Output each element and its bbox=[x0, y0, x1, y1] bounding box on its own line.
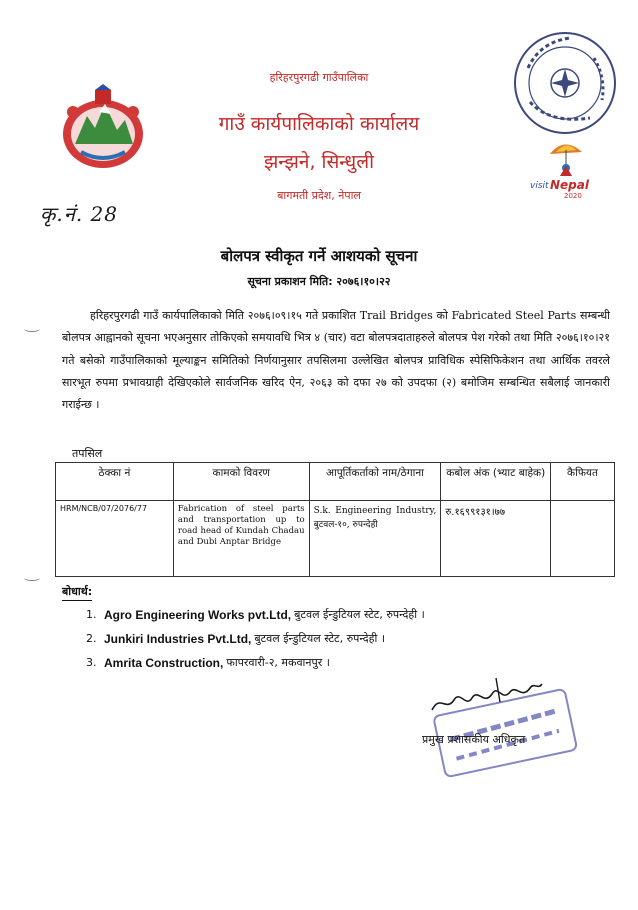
handwritten-signature bbox=[426, 672, 546, 720]
cc-item-number: 2. bbox=[86, 632, 97, 645]
svg-text:visit: visit bbox=[530, 181, 549, 191]
cc-item-address: फापरवारी-२, मकवानपुर । bbox=[226, 656, 330, 669]
punch-mark bbox=[24, 575, 40, 581]
description-cell: Fabrication of steel parts and transportation up to road head of Kundah Chadau and Dubi Anptar Bridge bbox=[173, 501, 309, 577]
cc-item-number: 1. bbox=[86, 608, 97, 621]
column-header-description: कामको विवरण bbox=[173, 463, 309, 501]
office-name: गाउँ कार्यपालिकाको कार्यालय bbox=[218, 113, 420, 135]
remarks-cell bbox=[551, 501, 615, 577]
publish-date: सूचना प्रकाशन मिति: २०७६।१०।२२ bbox=[247, 275, 391, 288]
cc-list-item bbox=[86, 606, 425, 630]
column-header-amount: कबोल अंक (भ्याट बाहेक) bbox=[441, 463, 551, 501]
punch-mark bbox=[24, 326, 40, 332]
province-name: बागमती प्रदेश, नेपाल bbox=[277, 189, 361, 202]
amount-cell: रु.१६९९१३१।७७ bbox=[441, 501, 551, 577]
cc-item-number: 3. bbox=[86, 656, 97, 669]
table-row bbox=[56, 501, 615, 577]
svg-text:Nepal: Nepal bbox=[550, 178, 589, 192]
visit-nepal-logo bbox=[520, 136, 610, 200]
cc-item-address: बुटवल ईन्डुटियल स्टेट, रुपन्देही । bbox=[254, 632, 385, 645]
cc-list-item bbox=[86, 654, 425, 678]
column-header-bidder: आपूर्तिकर्ताको नाम/ठेगाना bbox=[309, 463, 441, 501]
notice-body: हरिहरपुरगढी गाउँ कार्यपालिकाको मिति २०७६।०९।१५ गते प्रकाशित Trail Bridges को Fabricated Steel Parts सम्बन्धी बोलपत्र आह्वानको सूचना भएअनुसार तोकिएको समयावधि भित्र ४ (चार) वटा बोलपत्रदाताहरुले बोलपत्र पेश गरेको तथा मिति २०७६।१०।२१ गते बसेको गाउँपालिकाको मूल्याङ्कन समितिको निर्णयानुसार तपसिलमा उल्लेखित बोलपत्र प्राविधिक स्पेसिफिकेशन तथा आर्थिक तवरले सारभूत रुपमा प्रभावग्राही देखिएकोले सार्वजनिक खरिद ऐन, २०६३ को दफा २७ को उपदफा (२) बमोजिम सम्बन्धित सबैलाई जानकारी गराईन्छ । bbox=[62, 309, 610, 412]
svg-text:2020: 2020 bbox=[564, 192, 582, 200]
cc-list-item bbox=[86, 630, 425, 654]
bidder-cell: S.k. Engineering Industry, बुटवल-१०, रुपन्देही bbox=[309, 501, 441, 577]
office-address: झन्झने, सिन्धुली bbox=[263, 151, 375, 173]
official-stamp-top bbox=[510, 28, 620, 140]
municipality-name: हरिहरपुरगढी गाउँपालिका bbox=[269, 71, 369, 84]
cc-list bbox=[86, 606, 425, 678]
table-header-row bbox=[56, 463, 615, 501]
cc-heading: बोधार्थ: bbox=[62, 584, 92, 601]
cc-item-name: Junkiri Industries Pvt.Ltd, bbox=[104, 632, 252, 646]
cc-item-address: बुटवल ईन्डुटियल स्टेट, रुपन्देही । bbox=[294, 608, 425, 621]
signer-title: प्रमुख प्रशासकीय अधिकृत bbox=[422, 733, 526, 746]
cc-item-name: Amrita Construction, bbox=[104, 656, 224, 670]
column-header-contract-no: ठेक्का नं bbox=[56, 463, 174, 501]
details-heading: तपसिल bbox=[72, 446, 102, 463]
cc-item-name: Agro Engineering Works pvt.Ltd, bbox=[104, 608, 292, 622]
notice-title: बोलपत्र स्वीकृत गर्ने आशयको सूचना bbox=[220, 247, 418, 265]
bid-details-table bbox=[55, 462, 615, 577]
contract-number-cell: HRM/NCB/07/2076/77 bbox=[56, 501, 174, 577]
column-header-remarks: कैफियत bbox=[551, 463, 615, 501]
handwritten-reference-number: कृ.नं. 28 bbox=[40, 202, 118, 226]
